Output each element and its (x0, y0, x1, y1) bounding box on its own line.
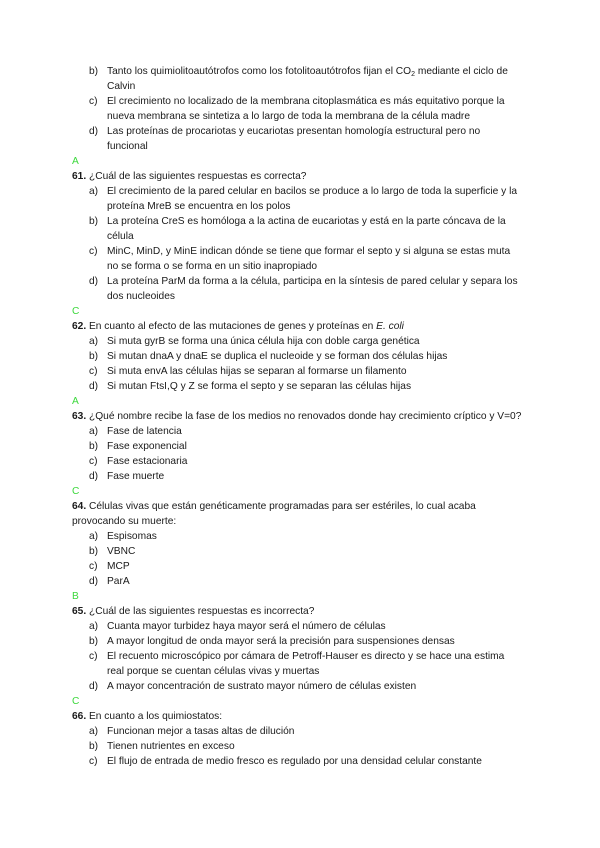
option-letter: c) (89, 651, 98, 662)
option-letter: d) (89, 126, 99, 137)
option-d (0, 574, 600, 589)
option-letter: a) (89, 336, 99, 347)
option-text: Las proteínas de procariotas y eucariotas presentan homología estructural pero no funcional (107, 126, 481, 152)
option-list (0, 619, 600, 694)
option-letter: a) (89, 621, 99, 632)
option-b (0, 739, 600, 754)
option-letter: b) (89, 66, 99, 77)
option-c (0, 244, 600, 274)
option-c (0, 559, 600, 574)
option-list (0, 529, 600, 589)
question-number: 65. (72, 606, 87, 617)
option-d (0, 469, 600, 484)
option-text: Si muta envA las células hijas se separan al formarse un filamento (107, 366, 407, 377)
option-letter: b) (89, 351, 99, 362)
option-letter: d) (89, 681, 99, 692)
question-number: 61. (72, 171, 87, 182)
answer-key: C (72, 696, 80, 707)
question-62 (0, 319, 600, 334)
exam-page (0, 64, 600, 769)
option-letter: a) (89, 531, 99, 542)
option-text: La proteína CreS es homóloga a la actina de eucariotas y está en la parte cóncava de la célula (107, 216, 506, 242)
option-text: Tanto los quimiolitoautótrofos como los fotolitoautótrofos fijan el $CO_2$ mediante el ciclo de Calvin (107, 66, 508, 92)
answer-key: C (72, 486, 80, 497)
answer-key: A (72, 396, 79, 407)
option-b (0, 214, 600, 244)
option-letter: c) (89, 456, 98, 467)
option-letter: b) (89, 741, 99, 752)
option-c (0, 364, 600, 379)
question-number: 63. (72, 411, 87, 422)
option-letter: c) (89, 756, 98, 767)
option-text: Fase exponencial (107, 441, 187, 452)
option-letter: c) (89, 366, 98, 377)
option-list (0, 334, 600, 394)
option-c (0, 754, 600, 769)
option-d (0, 679, 600, 694)
option-a (0, 184, 600, 214)
answer-key: C (72, 306, 80, 317)
question-text: ¿Cuál de las siguientes respuestas es correcta? (89, 171, 307, 182)
option-text: Espisomas (107, 531, 157, 542)
question-61 (0, 169, 600, 184)
option-c (0, 649, 600, 679)
option-letter: d) (89, 276, 99, 287)
option-letter: d) (89, 576, 99, 587)
question-64 (0, 499, 600, 529)
option-list (0, 64, 600, 154)
option-b (0, 439, 600, 454)
option-text: ParA (107, 576, 130, 587)
option-letter: b) (89, 441, 99, 452)
question-text: ¿Qué nombre recibe la fase de los medios no renovados donde hay crecimiento críptico y V=0? (89, 411, 522, 422)
option-text: Fase de latencia (107, 426, 182, 437)
question-66 (0, 709, 600, 724)
option-b (0, 544, 600, 559)
question-text: ¿Cuál de las siguientes respuestas es incorrecta? (89, 606, 315, 617)
option-d (0, 124, 600, 154)
question-65 (0, 604, 600, 619)
option-letter: d) (89, 471, 99, 482)
answer-key: A (72, 156, 79, 167)
option-b (0, 634, 600, 649)
option-text: A mayor longitud de onda mayor será la precisión para suspensiones densas (107, 636, 455, 647)
option-text: Si muta gyrB se forma una única célula hija con doble carga genética (107, 336, 420, 347)
option-text: La proteína ParM da forma a la célula, participa en la síntesis de pared celular y separa los dos nucleoides (107, 276, 518, 302)
option-text: El crecimiento no localizado de la membrana citoplasmática es más equitativo porque la nueva membrana se sintetiza a lo largo de toda la membrana de la célula madre (107, 96, 505, 122)
option-text: VBNC (107, 546, 136, 557)
option-letter: b) (89, 546, 99, 557)
option-text: Cuanta mayor turbidez haya mayor será el número de células (107, 621, 386, 632)
option-list (0, 424, 600, 484)
option-a (0, 619, 600, 634)
question-63 (0, 409, 600, 424)
option-letter: b) (89, 216, 99, 227)
question-number: 66. (72, 711, 87, 722)
question-text: En cuanto al efecto de las mutaciones de genes y proteínas en E. coli (89, 321, 404, 332)
option-text: Si mutan FtsI,Q y Z se forma el septo y se separan las células hijas (107, 381, 412, 392)
option-text: El flujo de entrada de medio fresco es regulado por una densidad celular constante (107, 756, 482, 767)
option-letter: c) (89, 246, 98, 257)
option-text: El recuento microscópico por cámara de Petroff-Hauser es directo y se hace una estima real porque se cuentan células vivas y muertas (107, 651, 505, 677)
question-number: 62. (72, 321, 87, 332)
option-text: El crecimiento de la pared celular en bacilos se produce a lo largo de toda la superficie y la proteína MreB se encuentra en los polos (107, 186, 517, 212)
option-text: Si mutan dnaA y dnaE se duplica el nucleoide y se forman dos células hijas (107, 351, 448, 362)
option-letter: a) (89, 186, 99, 197)
option-a (0, 424, 600, 439)
option-a (0, 334, 600, 349)
option-d (0, 379, 600, 394)
option-text: Fase muerte (107, 471, 165, 482)
option-letter: d) (89, 381, 99, 392)
option-text: A mayor concentración de sustrato mayor número de células existen (107, 681, 417, 692)
option-letter: a) (89, 426, 99, 437)
option-c (0, 454, 600, 469)
option-letter: a) (89, 726, 99, 737)
option-list (0, 184, 600, 304)
option-list (0, 724, 600, 769)
option-a (0, 529, 600, 544)
option-d (0, 274, 600, 304)
option-text: Tienen nutrientes en exceso (107, 741, 235, 752)
option-a (0, 724, 600, 739)
question-text: En cuanto a los quimiostatos: (89, 711, 223, 722)
option-b (0, 64, 600, 94)
option-letter: b) (89, 636, 99, 647)
question-number: 64. (72, 501, 87, 512)
option-c (0, 94, 600, 124)
option-text: Funcionan mejor a tasas altas de dilución (107, 726, 295, 737)
question-text: Células vivas que están genéticamente programadas para ser estériles, lo cual acaba provocando su muerte: (72, 501, 476, 527)
option-text: Fase estacionaria (107, 456, 188, 467)
option-letter: c) (89, 96, 98, 107)
option-text: MCP (107, 561, 130, 572)
option-letter: c) (89, 561, 98, 572)
answer-key: B (72, 591, 79, 602)
option-b (0, 349, 600, 364)
option-text: MinC, MinD, y MinE indican dónde se tiene que formar el septo y si alguna se estas muta no se forma o se forma en un sitio inapropiado (107, 246, 511, 272)
